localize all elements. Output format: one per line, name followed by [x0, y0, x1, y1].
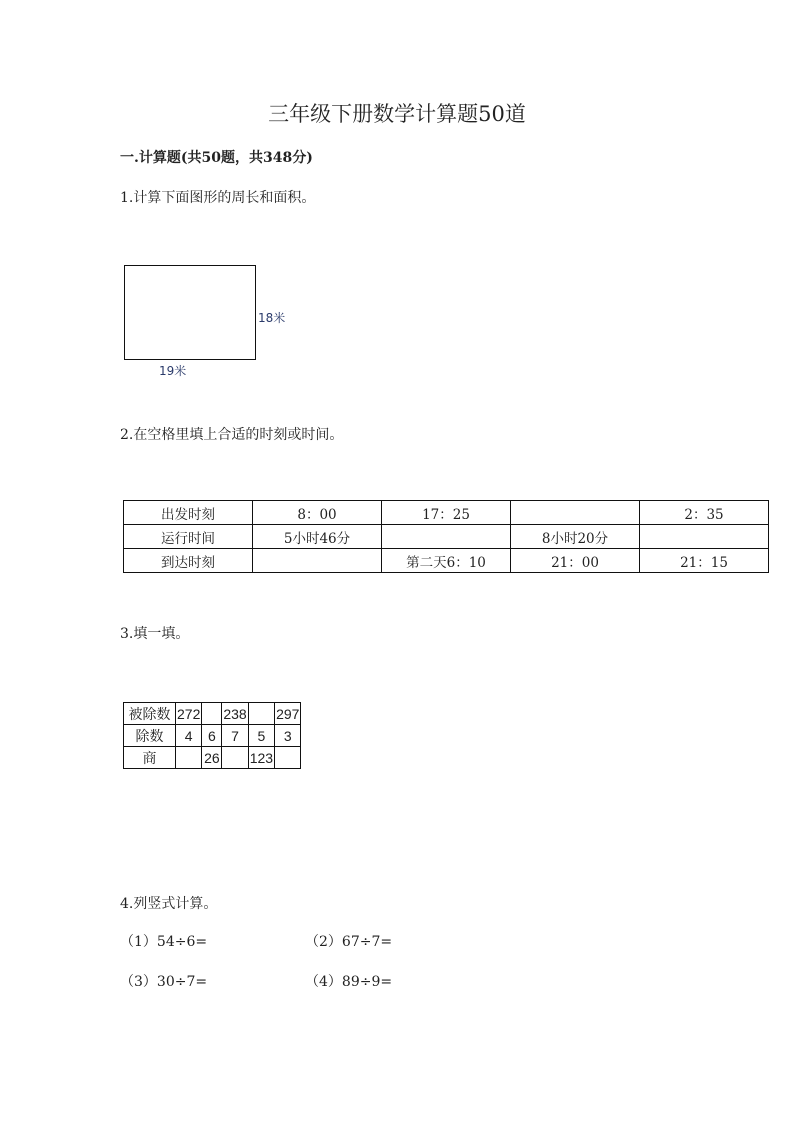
table-cell: 297	[275, 703, 301, 725]
table-cell	[275, 747, 301, 769]
table-row	[124, 747, 301, 769]
table-cell	[176, 747, 202, 769]
table-cell: 5小时46分	[253, 525, 382, 549]
table-cell: 272	[176, 703, 202, 725]
table-cell: 238	[222, 703, 248, 725]
table-cell: 6	[202, 725, 222, 747]
table-cell: 26	[202, 747, 222, 769]
division-table	[123, 702, 301, 769]
table-cell: 8小时20分	[511, 525, 640, 549]
rectangle-figure	[124, 265, 256, 360]
question-2-text: 2.在空格里填上合适的时刻或时间。	[120, 427, 344, 443]
table-cell: 2：35	[640, 501, 769, 525]
table-cell: 8：00	[253, 501, 382, 525]
table-cell: 17：25	[382, 501, 511, 525]
calculation-item: （1）54÷6=	[120, 934, 208, 950]
table-cell: 5	[248, 725, 274, 747]
calculation-item: （4）89÷9=	[305, 974, 393, 990]
page-title: 三年级下册数学计算题50道	[268, 102, 526, 126]
question-1-text: 1.计算下面图形的周长和面积。	[120, 190, 316, 206]
table-cell: 出发时刻	[124, 501, 253, 525]
table-cell: 21：00	[511, 549, 640, 573]
table-cell	[253, 549, 382, 573]
section-heading: 一.计算题(共50题，共348分)	[120, 150, 313, 166]
table-row	[124, 525, 769, 549]
table-cell	[222, 747, 248, 769]
calculation-item: （3）30÷7=	[120, 974, 208, 990]
rectangle-height-label: 18米	[258, 311, 286, 325]
table-cell: 运行时间	[124, 525, 253, 549]
table-cell: 商	[124, 747, 176, 769]
table-cell: 除数	[124, 725, 176, 747]
time-table	[123, 500, 769, 573]
question-3-text: 3.填一填。	[120, 626, 190, 642]
calculation-item: （2）67÷7=	[305, 934, 393, 950]
table-cell: 21：15	[640, 549, 769, 573]
table-row	[124, 725, 301, 747]
table-cell: 到达时刻	[124, 549, 253, 573]
table-cell	[382, 525, 511, 549]
table-cell: 7	[222, 725, 248, 747]
question-4-text: 4.列竖式计算。	[120, 896, 218, 912]
table-row	[124, 501, 769, 525]
table-cell: 被除数	[124, 703, 176, 725]
table-cell: 3	[275, 725, 301, 747]
table-cell: 123	[248, 747, 274, 769]
table-cell: 4	[176, 725, 202, 747]
table-cell	[511, 501, 640, 525]
table-row	[124, 703, 301, 725]
rectangle-width-label: 19米	[159, 364, 187, 378]
table-cell	[202, 703, 222, 725]
table-cell	[248, 703, 274, 725]
table-cell: 第二天6：10	[382, 549, 511, 573]
table-cell	[640, 525, 769, 549]
table-row	[124, 549, 769, 573]
